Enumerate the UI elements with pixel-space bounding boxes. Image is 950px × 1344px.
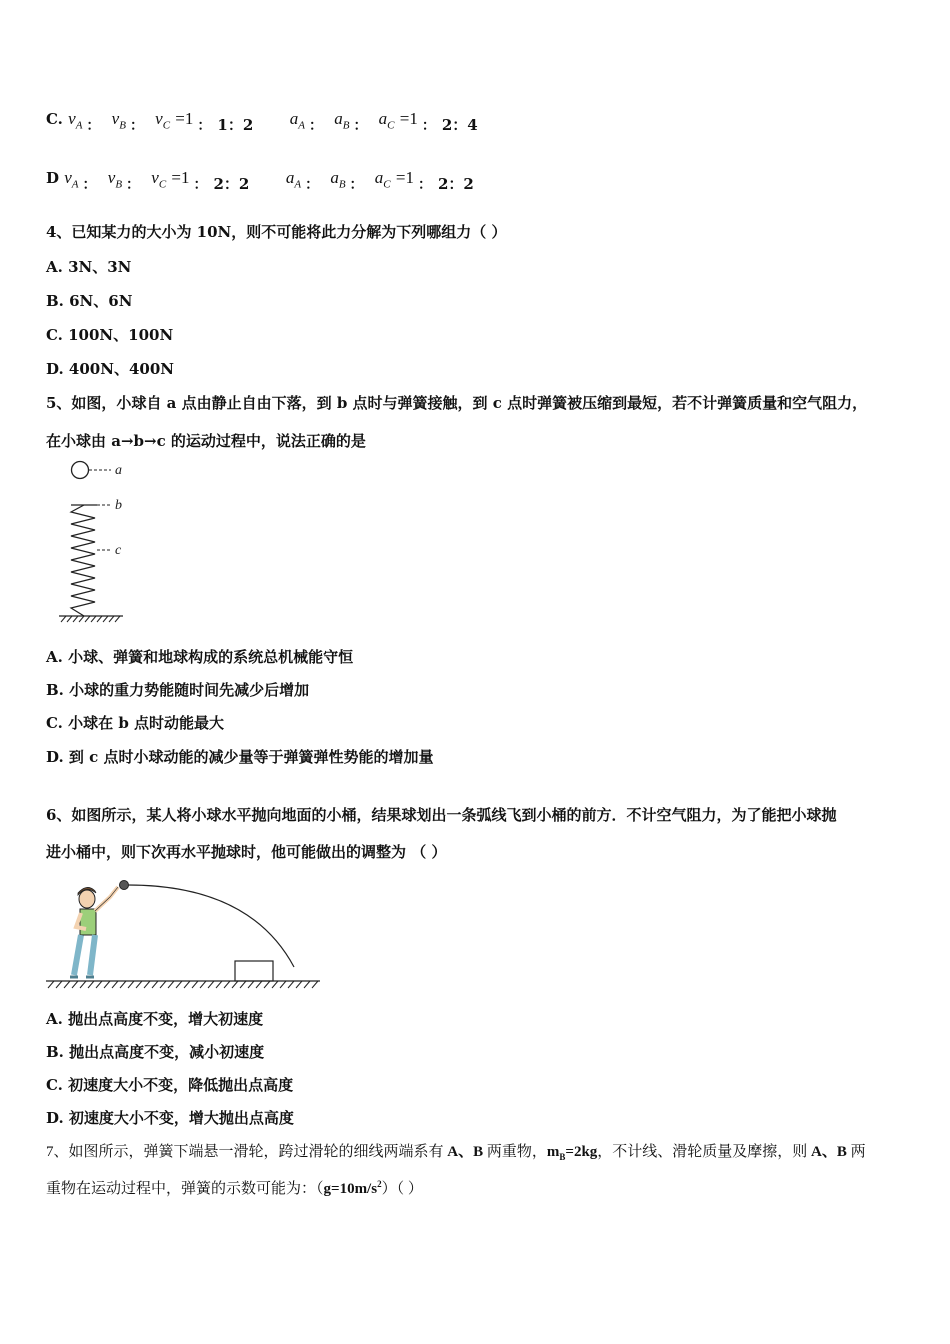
ball-trajectory [128,885,294,967]
q4-stem: 4、已知某力的大小为 10N，则不可能将此力分解为下列哪组力（ ） [46,223,507,241]
q6-stem-line1: 6、如图所示，某人将小球水平抛向地面的小桶，结果球划出一条弧线飞到小桶的前方．不计空气阻力，为了能把小球抛 [46,806,837,824]
q6-option-c: C. 初速度大小不变，降低抛出点高度 [46,1076,294,1094]
q6-option-a: A. 抛出点高度不变，增大初速度 [46,1010,264,1028]
q5-option-b: B. 小球的重力势能随时间先减少后增加 [46,681,310,699]
q5-option-a: A. 小球、弹簧和地球构成的系统总机械能守恒 [46,648,354,666]
label-c: c [115,543,122,558]
q5-stem-line1: 5、如图，小球自 a 点由静止自由下落，到 b 点时与弹簧接触，到 c 点时弹簧被压缩到最短，若不计弹簧质量和空气阻力， [46,394,868,412]
label-a: a [115,463,122,478]
label-b: b [115,498,122,513]
throw-ball-figure [40,875,330,995]
q6-option-b: B. 抛出点高度不变，减小初速度 [46,1043,265,1061]
q5-option-c: C. 小球在 b 点时动能最大 [46,714,225,732]
q5-stem-line2: 在小球由 a→b→c 的运动过程中，说法正确的是 [46,432,366,450]
spring [71,505,95,616]
q3-option-d-label: D [46,169,60,187]
q3-d-a-ratio: 2：2 [437,175,474,193]
q3-d-v-ratio: 2：2 [213,175,250,193]
q3-option-c: C. $v_A$ ： $v_B$ ： $v_C =1$ ： 1：2 $a_A$ ： $a_B$ ： $a_C =1$ ： 2：4 [46,109,478,134]
q4-option-d: D. 400N、400N [46,360,174,378]
person-figure [70,887,118,977]
q6-option-d: D. 初速度大小不变，增大抛出点高度 [46,1109,294,1127]
thrown-ball [120,881,129,890]
q4-option-a: A. 3N、3N [46,258,132,276]
spring-ball-figure [55,458,165,628]
q4-option-b: B. 6N、6N [46,292,133,310]
ball [72,462,89,479]
bucket [235,961,273,981]
q3-option-d: D $v_A$ ： $v_B$ ： $v_C =1$ ： 2：2 $a_A$ ： $a_B$ ： $a_C =1$ ： 2：2 [46,168,474,193]
q7-stem-line2: 重物在运动过程中，弹簧的示数可能为：$(g=10m/s^2)$（ ） [46,1179,423,1197]
q4-option-c: C. 100N、100N [46,326,174,344]
q3-c-v-ratio: 1：2 [217,116,254,134]
q6-stem-line2: 进小桶中，则下次再水平抛球时，他可能做出的调整为 （ ） [46,843,447,861]
q5-option-d: D. 到 c 点时小球动能的减少量等于弹簧弹性势能的增加量 [46,748,434,766]
q7-stem-line1: 7、如图所示，弹簧下端悬一滑轮，跨过滑轮的细线两端系有 A、B 两重物，$m_B=2kg$，不计线、滑轮质量及摩擦，则 A、B 两 [46,1144,866,1162]
q3-c-a-ratio: 2：4 [441,116,478,134]
q3-option-c-label: C. [46,110,63,128]
